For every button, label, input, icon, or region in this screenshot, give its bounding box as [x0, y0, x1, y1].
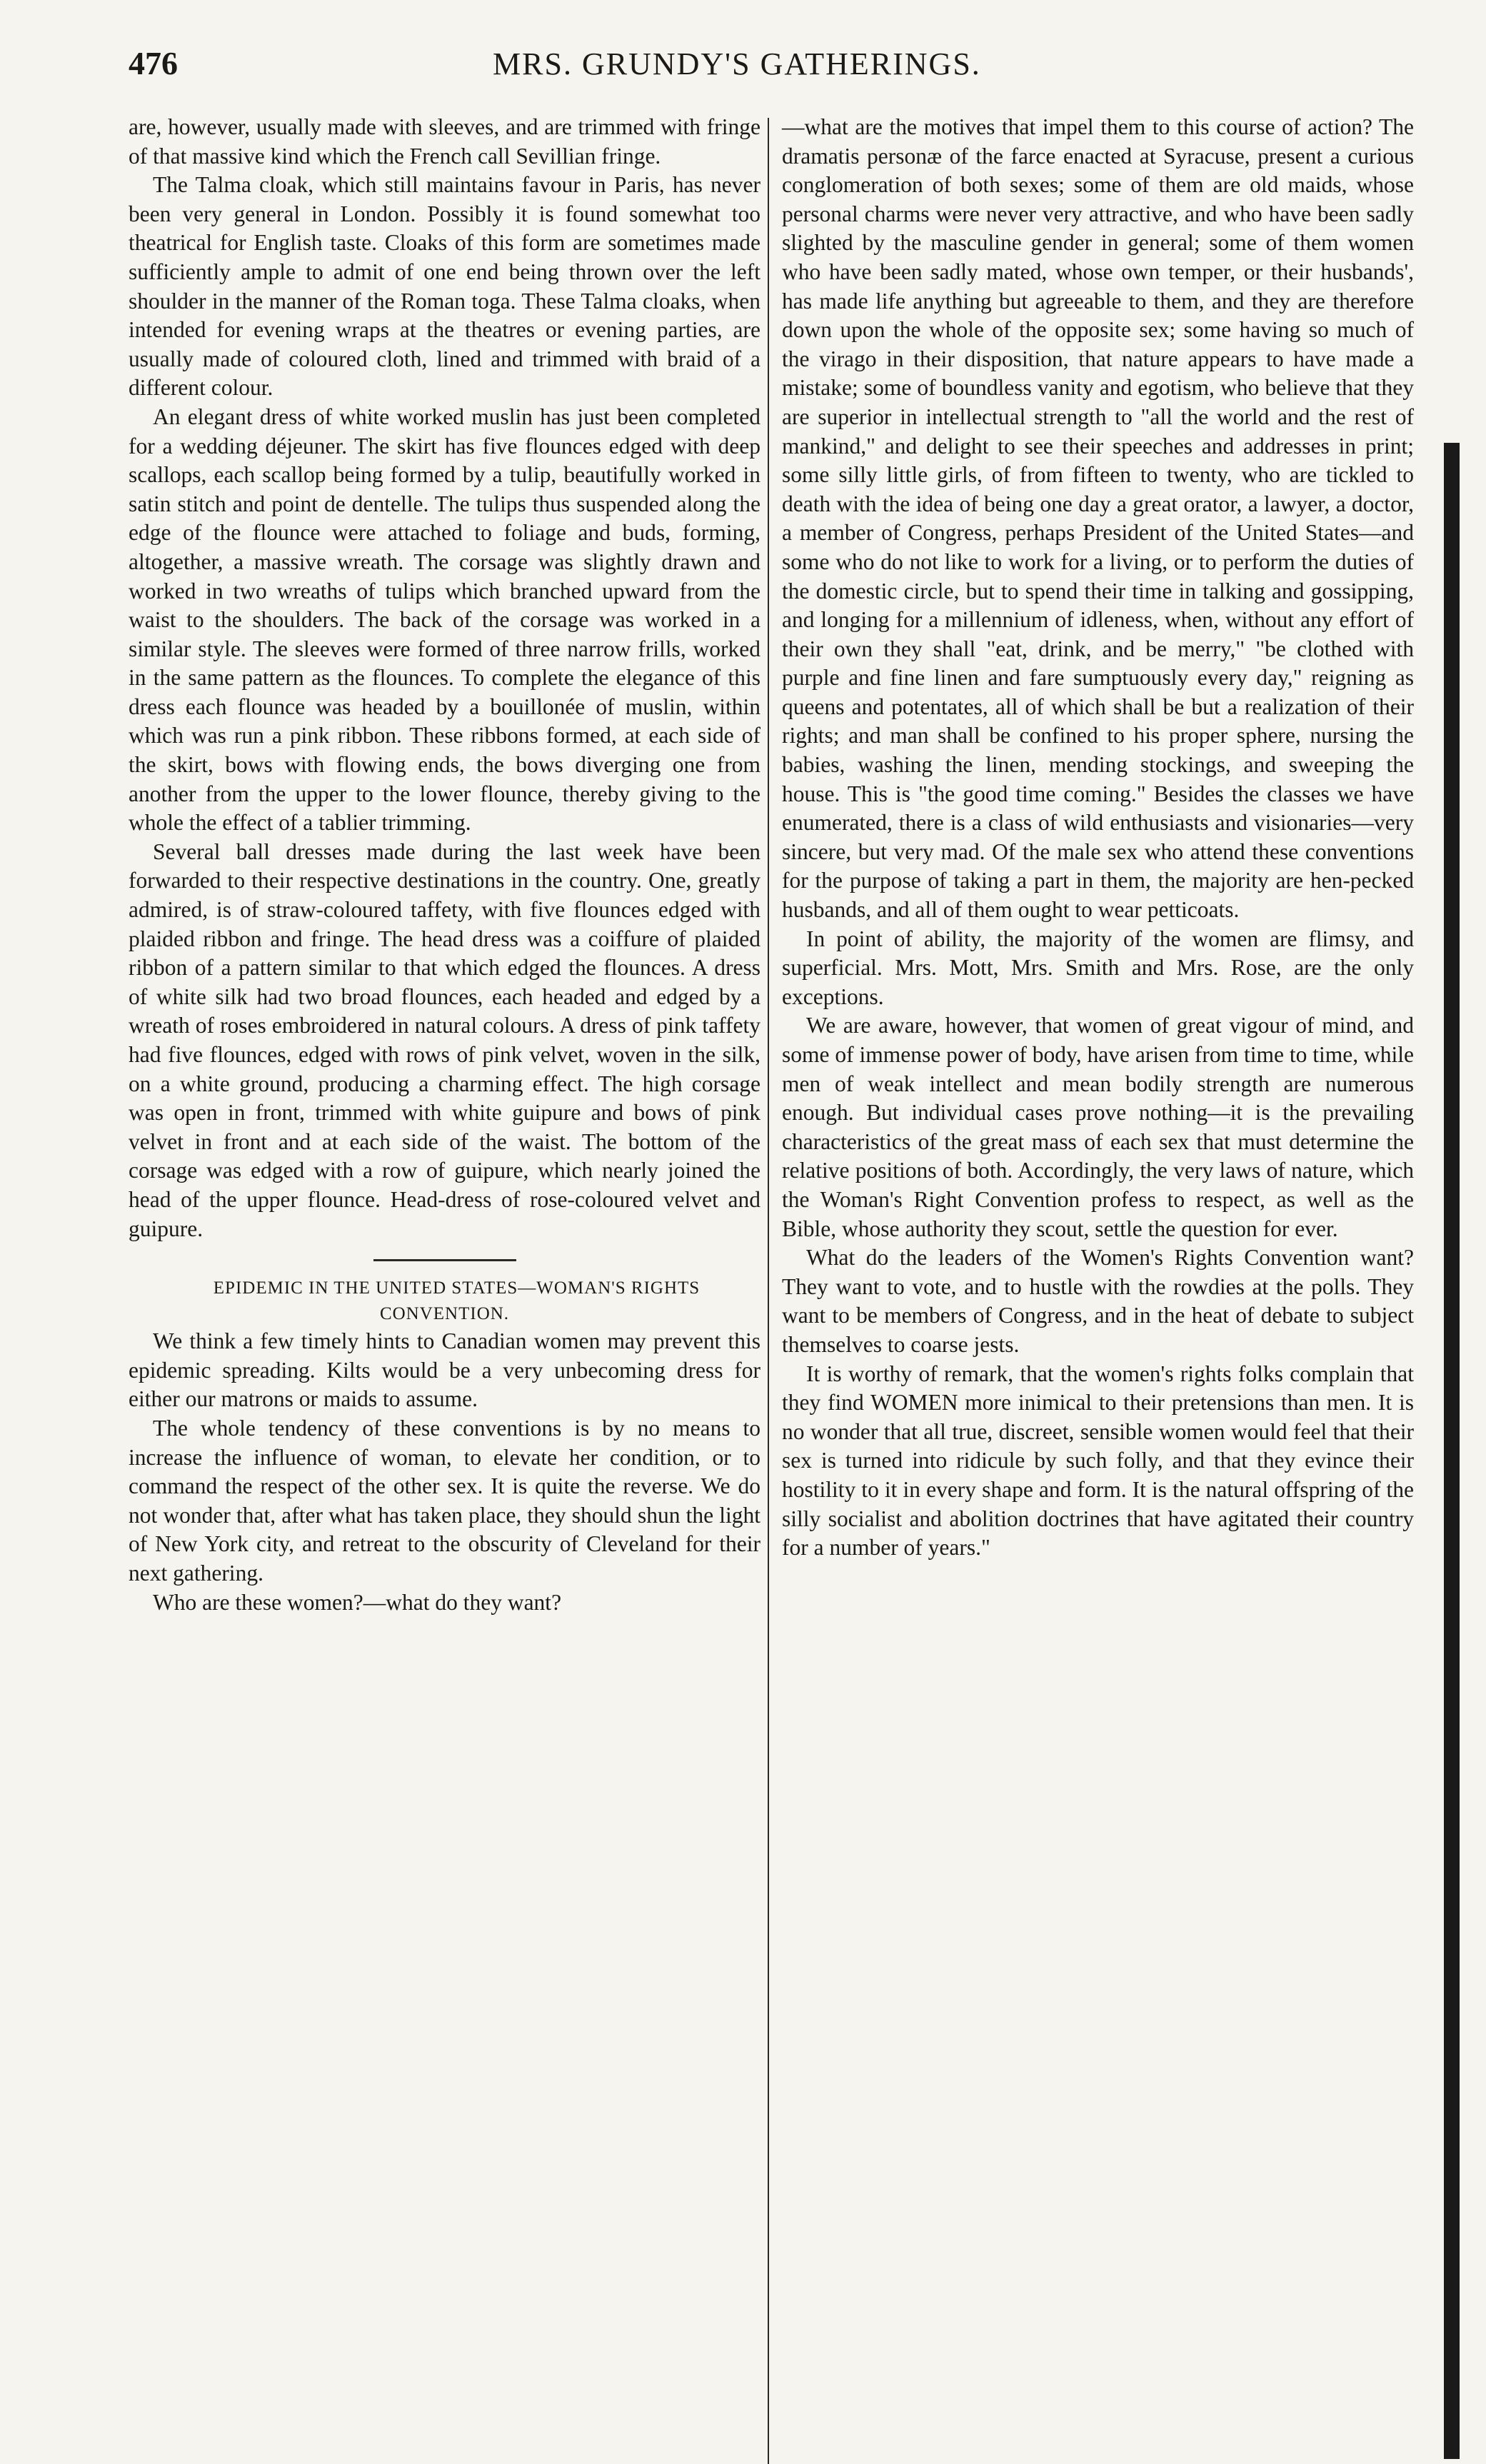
page-edge-shadow	[1444, 443, 1460, 2459]
paragraph: It is worthy of remark, that the women's rights folks complain that they find WOMEN more inimical to their pretensions than men. It is no wonder that all true, discreet, sensible women would feel that their sex is turned into ridicule by such folly, and that they evince their hostility to it in every shape and form. It is the natural offspring of the silly socialist and abolition doctrines that have agitated their country for a number of years."	[782, 1361, 1414, 1561]
paragraph: —what are the motives that impel them to this course of action? The dramatis personæ of the farce enacted at Syracuse, present a curious conglomeration of both sexes; some of them are old maids, whose personal charms were never very attractive, and who have been sadly slighted by the masculine gender in general; some of them women who have been sadly mated, whose own temper, or their husbands', has made life anything but agreeable to them, and they are therefore down upon the whole of the opposite sex; some having so much of the virago in their disposition, that nature appears to have made a mistake; some of boundless vanity and egotism, who believe that they are superior in intellectual strength to "all the world and the rest of mankind," and delight to see their speeches and addresses in print; some silly little girls, of from fifteen to twenty, who are tickled to death with the idea of being one day a great orator, a lawyer, a doctor, a member of Congress, perhaps President of the United States—and some who do not like to work for a living, or to perform the duties of the domestic circle, but to spend their time in talking and gossipping, and longing for a millennium of idleness, when, without any effort of their own they shall "eat, drink, and be merry," "be clothed with purple and fine linen and fare sumptuously every day," reigning as queens and potentates, all of which shall be but a realization of their rights; and man shall be confined to his proper sphere, nursing the babies, washing the linen, mending stockings, and sweeping the house. This is "the good time coming." Besides the classes we have enumerated, there is a class of wild enthusiasts and visionaries—very sincere, but very mad. Of the male sex who attend these conventions for the purpose of taking a part in them, the majority are hen-pecked husbands, and all of them ought to wear petticoats.	[782, 114, 1414, 923]
paragraph: We think a few timely hints to Canadian women may prevent this epidemic spreading. Kilts would be a very unbecoming dress for either our matrons or maids to assume.	[129, 1328, 760, 1412]
left-column	[129, 113, 760, 1617]
paragraph: An elegant dress of white worked muslin has just been completed for a wedding déjeuner. The skirt has five flounces edged with deep scallops, each scallop being formed by a tulip, beautifully worked in satin stitch and point de dentelle. The tulips thus suspended along the edge of the flounce were attached to foliage and buds, forming, altogether, a massive wreath. The corsage was slightly drawn and worked in two wreaths of tulips which branched upward from the waist to the shoulders. The back of the corsage was worked in a similar style. The sleeves were formed of three narrow frills, worked in the same pattern as the flounces. To complete the elegance of this dress each flounce was headed by a bouillonée of muslin, within which was run a pink ribbon. These ribbons formed, at each side of the skirt, bows with flowing ends, the bows diverging one from another from the upper to the lower flounce, thereby giving to the whole the effect of a tablier trimming.	[129, 404, 760, 836]
paragraph: The Talma cloak, which still maintains favour in Paris, has never been very general in London. Possibly it is found somewhat too theatrical for English taste. Cloaks of this form are sometimes made sufficiently ample to admit of one end being thrown over the left shoulder in the manner of the Roman toga. These Talma cloaks, when intended for evening wraps at the theatres or evening parties, are usually made of coloured cloth, lined and trimmed with braid of a different colour.	[129, 172, 760, 401]
paragraph: We are aware, however, that women of great vigour of mind, and some of immense power of body, have arisen from time to time, while men of weak intellect and mean bodily strength are numerous enough. But individual cases prove nothing—it is the prevailing characteristics of the great mass of each sex that must determine the relative positions of both. Accordingly, the very laws of nature, which the Woman's Right Convention profess to respect, as well as the Bible, whose authority they scout, settle the question for ever.	[782, 1013, 1414, 1241]
right-column	[782, 113, 1414, 1563]
section-rule	[373, 1259, 516, 1261]
running-title: MRS. GRUNDY'S GATHERINGS.	[493, 46, 981, 81]
page-number: 476	[129, 45, 178, 81]
paragraph: Who are these women?—what do they want?	[153, 1589, 562, 1615]
section-heading: EPIDEMIC IN THE UNITED STATES—WOMAN'S RIGHTS CONVENTION.	[213, 1278, 701, 1324]
paragraph: are, however, usually made with sleeves, and are trimmed with fringe of that massive kind which the French call Sevillian fringe.	[129, 114, 760, 169]
column-divider	[768, 118, 769, 2464]
paragraph: In point of ability, the majority of the women are flimsy, and superficial. Mrs. Mott, Mrs. Smith and Mrs. Rose, are the only exceptions.	[782, 926, 1414, 1009]
page-header	[129, 44, 1414, 94]
paragraph: What do the leaders of the Women's Rights Convention want? They want to vote, and to hustle with the rowdies at the polls. They want to be members of Congress, and in the heat of debate to subject themselves to coarse jests.	[782, 1245, 1414, 1357]
paragraph: Several ball dresses made during the last week have been forwarded to their respective destinations in the country. One, greatly admired, is of straw-coloured taffety, with five flounces edged with plaided ribbon and fringe. The head dress was a coiffure of plaided ribbon of a pattern similar to that which edged the flounces. A dress of white silk had two broad flounces, each headed and edged by a wreath of roses embroidered in natural colours. A dress of pink taffety had five flounces, edged with rows of pink velvet, woven in the silk, on a white ground, producing a charming effect. The high corsage was open in front, trimmed with white guipure and bows of pink velvet in front and at each side of the waist. The bottom of the corsage was edged with a row of guipure, which nearly joined the head of the upper flounce. Head-dress of rose-coloured velvet and guipure.	[129, 838, 760, 1241]
paragraph: The whole tendency of these conventions is by no means to increase the influence of woman, to elevate her condition, or to command the respect of the other sex. It is quite the reverse. We do not wonder that, after what has taken place, they should shun the light of New York city, and retreat to the obscurity of Cleveland for their next gathering.	[129, 1415, 760, 1586]
